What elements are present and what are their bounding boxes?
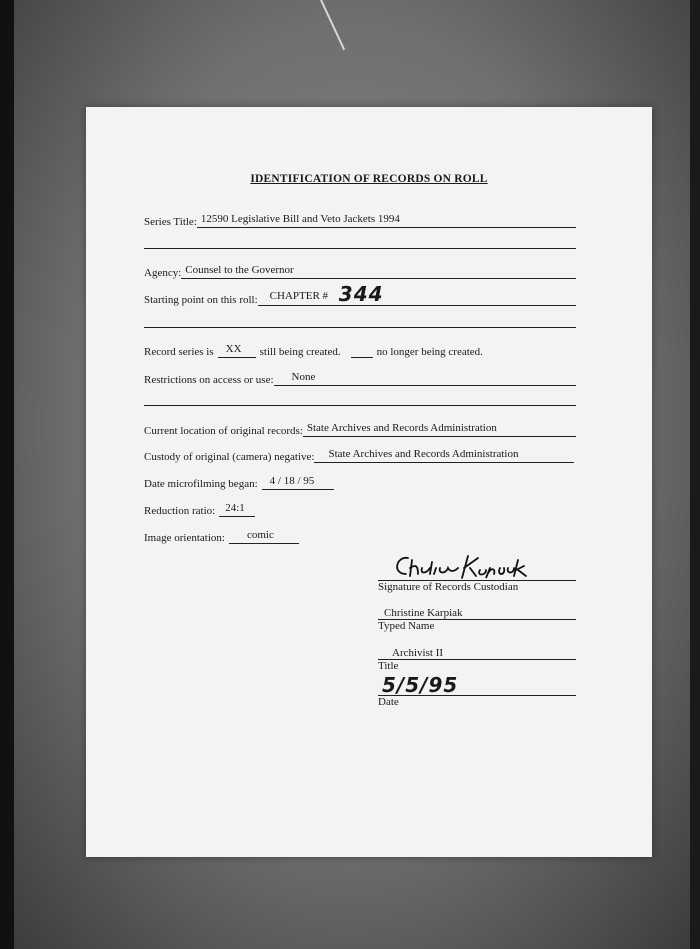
starting-point-row [144,282,576,306]
starting-point-continuation-line [144,327,576,328]
date-label: Date [378,696,399,708]
location-row [144,422,576,437]
film-scratch [320,0,345,50]
series-title-continuation-line [144,248,576,249]
film-edge-left [0,0,14,949]
location-field[interactable]: State Archives and Records Administration [303,422,576,437]
signature-label: Signature of Records Custodian [378,581,519,593]
signature-drawing [378,550,576,580]
title-field[interactable]: Archivist II [392,647,444,659]
starting-point-value: CHAPTER # [269,290,329,302]
restrictions-row [144,371,576,386]
reduction-label: Reduction ratio: [144,505,216,517]
form-title: IDENTIFICATION OF RECORDS ON ROLL [250,173,488,185]
title-label: Title [378,660,399,672]
typed-name-block [378,607,576,632]
custody-row [144,448,574,463]
restrictions-continuation-line [144,405,576,406]
series-title-row [144,213,576,228]
no-longer-created-label: no longer being created. [376,346,483,358]
signature-field[interactable] [378,550,576,593]
restrictions-label: Restrictions on access or use: [144,374,274,386]
orientation-field[interactable]: comic [229,529,299,544]
location-label: Current location of original records: [144,425,303,437]
orientation-label: Image orientation: [144,532,225,544]
still-created-label: still being created. [259,346,341,358]
date-block [378,675,576,708]
agency-field[interactable]: Counsel to the Governor [181,264,576,279]
typed-name-field[interactable]: Christine Karpiak [384,607,463,619]
custody-field[interactable]: State Archives and Records Administration [314,448,574,463]
date-field[interactable]: 5/5/95 [382,673,459,697]
agency-row [144,264,576,279]
date-began-label: Date microfilming began: [144,478,258,490]
series-title-label: Series Title: [144,216,197,228]
reduction-field[interactable]: 24:1 [219,502,255,517]
no-longer-created-checkbox[interactable] [351,343,373,358]
starting-point-handwritten: 344 [338,282,384,306]
starting-point-field[interactable] [258,282,576,306]
form-page [86,107,652,857]
film-edge-right [690,0,700,949]
typed-name-label: Typed Name [378,620,435,632]
starting-point-label: Starting point on this roll: [144,294,258,306]
title-block [378,647,576,672]
series-title-field[interactable]: 12590 Legislative Bill and Veto Jackets 1994 [197,213,576,228]
date-began-row [144,475,334,490]
agency-label: Agency: [144,267,182,279]
orientation-row [144,529,299,544]
date-began-field[interactable]: 4 / 18 / 95 [262,475,334,490]
reduction-row [144,502,255,517]
custody-label: Custody of original (camera) negative: [144,451,315,463]
restrictions-field[interactable]: None [274,371,576,386]
record-series-label: Record series is [144,346,214,358]
record-series-row [144,343,483,358]
still-created-checkbox[interactable]: XX [218,343,256,358]
